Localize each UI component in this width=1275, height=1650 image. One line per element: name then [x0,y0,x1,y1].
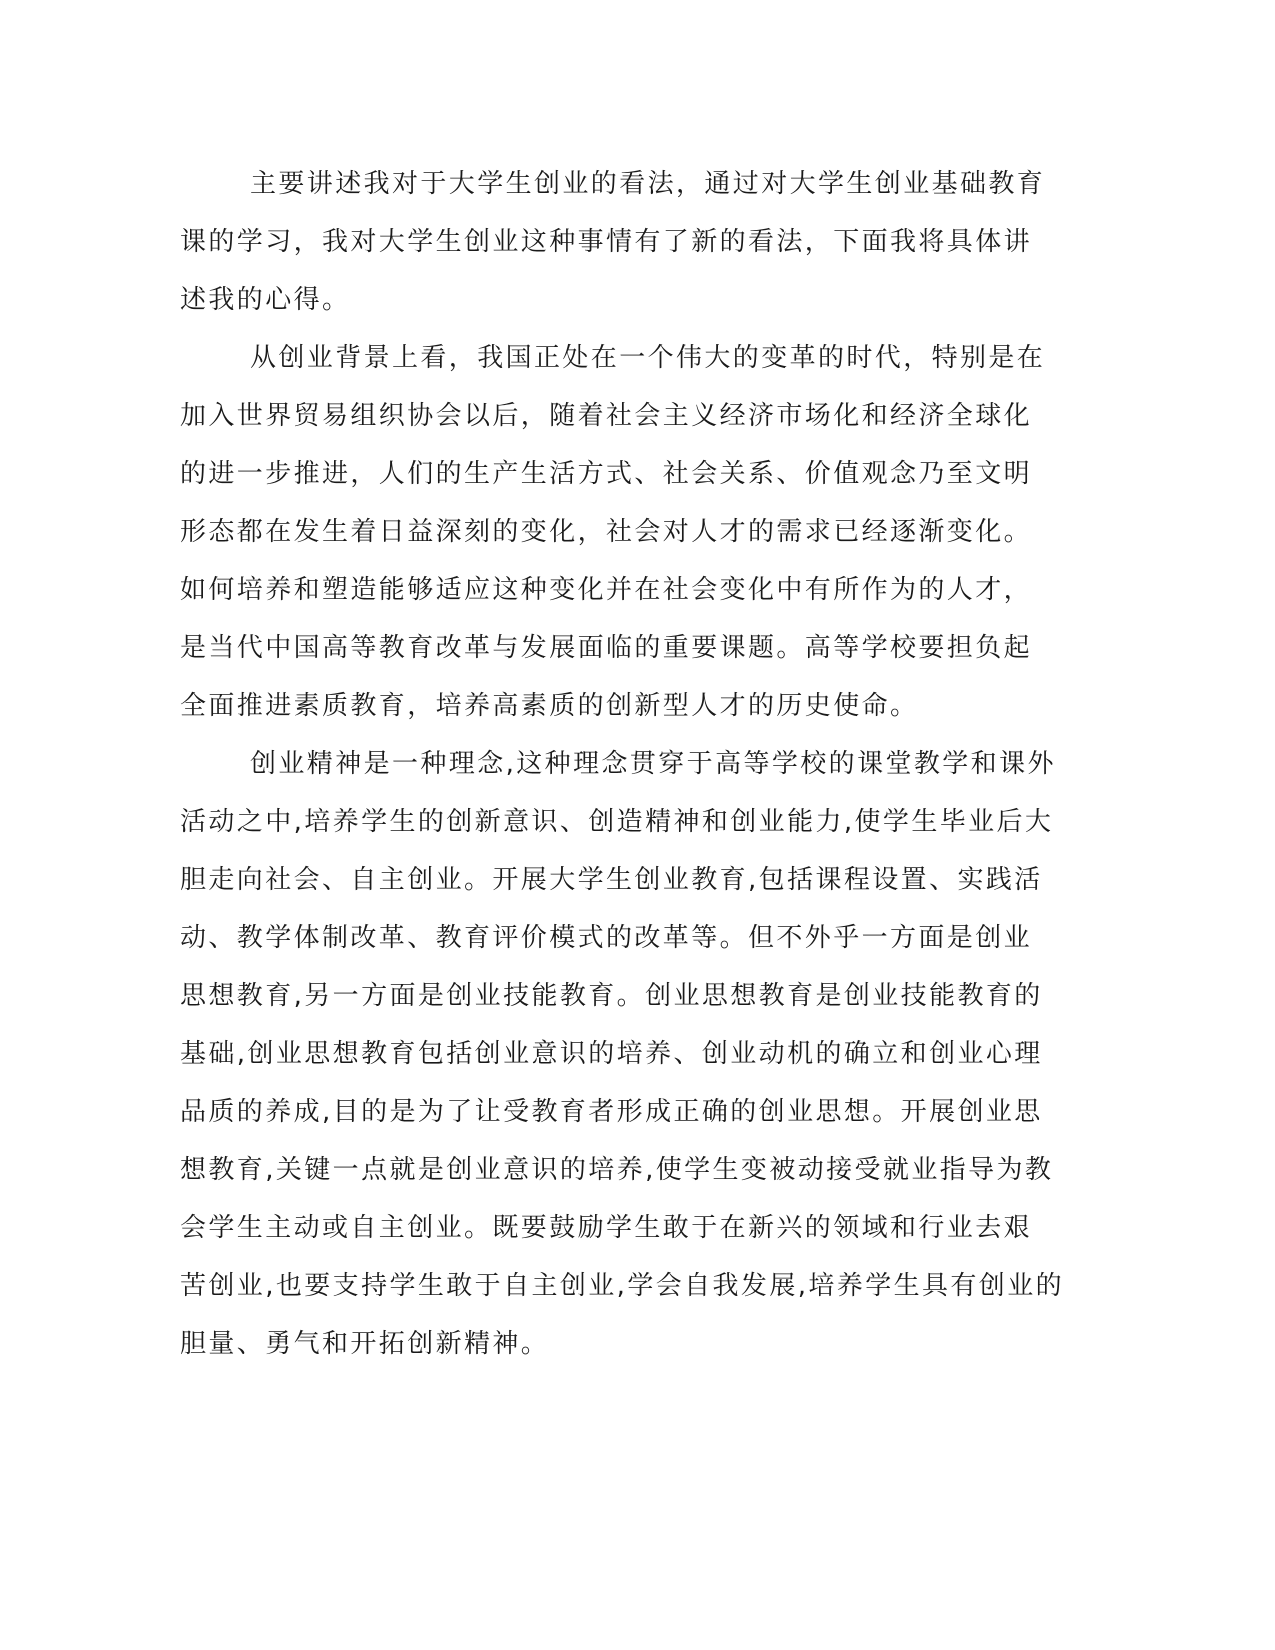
paragraph-line: 从创业背景上看，我国正处在一个伟大的变革的时代，特别是在 [250,343,1046,373]
paragraph-line: 创业精神是一种理念,这种理念贯穿于高等学校的课堂教学和课外 [250,749,1056,779]
paragraph-line: 形态都在发生着日益深刻的变化，社会对人才的需求已经逐渐变化。 [180,517,1033,547]
paragraph-line: 加入世界贸易组织协会以后，随着社会主义经济市场化和经济全球化 [180,401,1033,431]
paragraph-line: 主要讲述我对于大学生创业的看法，通过对大学生创业基础教育 [250,169,1046,199]
paragraph-line: 胆量、勇气和开拓创新精神。 [180,1329,550,1359]
paragraph-2 [180,329,1046,735]
paragraph-line: 想教育,关键一点就是创业意识的培养,使学生变被动接受就业指导为教 [180,1155,1054,1185]
document-body [180,155,1064,1373]
paragraph-line: 基础,创业思想教育包括创业意识的培养、创业动机的确立和创业心理 [180,1039,1043,1069]
paragraph-line: 的进一步推进，人们的生产生活方式、社会关系、价值观念乃至文明 [180,459,1033,489]
paragraph-line: 思想教育,另一方面是创业技能教育。创业思想教育是创业技能教育的 [180,981,1043,1011]
paragraph-line: 述我的心得。 [180,285,351,315]
paragraph-line: 如何培养和塑造能够适应这种变化并在社会变化中有所作为的人才， [180,575,1033,605]
paragraph-line: 胆走向社会、自主创业。开展大学生创业教育,包括课程设置、实践活 [180,865,1043,895]
paragraph-1 [180,155,1046,329]
paragraph-line: 是当代中国高等教育改革与发展面临的重要课题。高等学校要担负起 [180,633,1033,663]
paragraph-line: 活动之中,培养学生的创新意识、创造精神和创业能力,使学生毕业后大 [180,807,1054,837]
paragraph-line: 全面推进素质教育，培养高素质的创新型人才的历史使命。 [180,691,919,721]
paragraph-line: 品质的养成,目的是为了让受教育者形成正确的创业思想。开展创业思 [180,1097,1043,1127]
paragraph-line: 苦创业,也要支持学生敢于自主创业,学会自我发展,培养学生具有创业的 [180,1271,1064,1301]
paragraph-line: 课的学习，我对大学生创业这种事情有了新的看法，下面我将具体讲 [180,227,1033,257]
paragraph-line: 动、教学体制改革、教育评价模式的改革等。但不外乎一方面是创业 [180,923,1033,953]
paragraph-line: 会学生主动或自主创业。既要鼓励学生敢于在新兴的领域和行业去艰 [180,1213,1033,1243]
paragraph-3 [180,735,1064,1373]
